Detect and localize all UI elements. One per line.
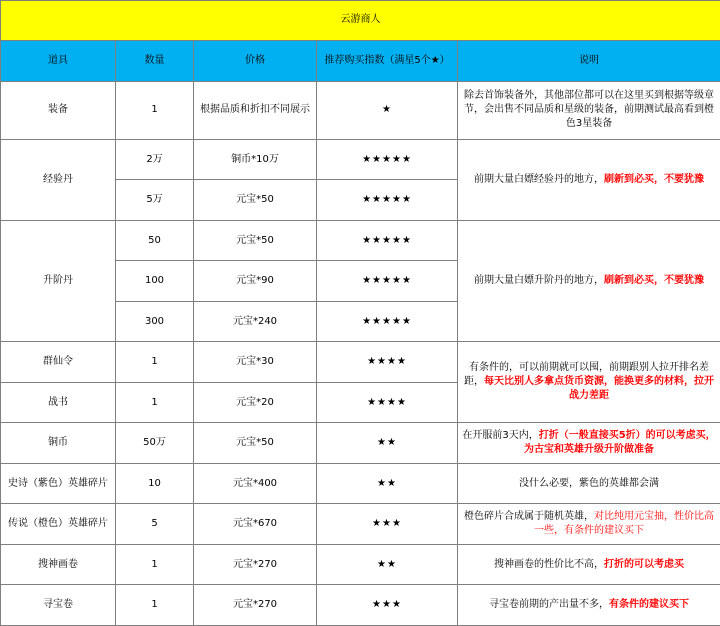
item-rating: ★★★ bbox=[317, 504, 458, 545]
item-price: 元宝*670 bbox=[194, 504, 317, 545]
item-price: 元宝*20 bbox=[194, 382, 317, 423]
description-text: 前期大量白嫖经验丹的地方， bbox=[474, 173, 605, 185]
header-quantity: 数量 bbox=[116, 40, 194, 82]
item-price: 元宝*50 bbox=[194, 180, 317, 221]
item-name: 铜币 bbox=[1, 423, 116, 464]
item-name: 升阶丹 bbox=[1, 220, 116, 342]
header-item: 道具 bbox=[1, 40, 116, 82]
table-row bbox=[1, 220, 720, 261]
description-text: 没什么必要，紫色的英雄都会满 bbox=[519, 477, 660, 489]
item-rating: ★★★ bbox=[317, 585, 458, 626]
description-text: 有条件的，可以前期就可以囤，前期跟别人拉开排名差距， bbox=[464, 362, 710, 388]
description-text: 前期大量白嫖升阶丹的地方， bbox=[474, 275, 605, 287]
item-description bbox=[458, 463, 720, 504]
table-row bbox=[1, 423, 720, 464]
item-rating: ★★★★★ bbox=[317, 261, 458, 302]
item-name: 寻宝卷 bbox=[1, 585, 116, 626]
item-price: 元宝*240 bbox=[194, 301, 317, 342]
header-price: 价格 bbox=[194, 40, 317, 82]
item-rating: ★★★★★ bbox=[317, 301, 458, 342]
header-rating: 推荐购买指数（满星5个★） bbox=[317, 40, 458, 82]
item-quantity: 1 bbox=[116, 585, 194, 626]
item-rating: ★ bbox=[317, 82, 458, 140]
item-rating: ★★★★★ bbox=[317, 139, 458, 180]
description-highlight: 每天比别人多拿点货币资源，能换更多的材料，拉开战力差距 bbox=[484, 376, 715, 402]
table-row bbox=[1, 585, 720, 626]
item-quantity: 50 bbox=[116, 220, 194, 261]
item-description bbox=[458, 504, 720, 545]
item-name: 群仙令 bbox=[1, 342, 116, 383]
item-name: 战书 bbox=[1, 382, 116, 423]
table-row bbox=[1, 139, 720, 180]
table-row bbox=[1, 82, 720, 140]
item-price: 铜币*10万 bbox=[194, 139, 317, 180]
item-price: 元宝*90 bbox=[194, 261, 317, 302]
description-highlight: 打折的可以考虑买 bbox=[604, 558, 685, 570]
item-rating: ★★ bbox=[317, 544, 458, 585]
item-quantity: 300 bbox=[116, 301, 194, 342]
item-price: 元宝*30 bbox=[194, 342, 317, 383]
item-name: 传说（橙色）英雄碎片 bbox=[1, 504, 116, 545]
item-quantity: 1 bbox=[116, 82, 194, 140]
title-row bbox=[1, 1, 720, 41]
item-description bbox=[458, 342, 720, 423]
item-rating: ★★★★★ bbox=[317, 220, 458, 261]
item-description bbox=[458, 423, 720, 464]
item-rating: ★★★★ bbox=[317, 342, 458, 383]
item-price: 元宝*270 bbox=[194, 544, 317, 585]
table-row bbox=[1, 544, 720, 585]
item-price: 元宝*50 bbox=[194, 423, 317, 464]
item-quantity: 50万 bbox=[116, 423, 194, 464]
item-quantity: 5万 bbox=[116, 180, 194, 221]
item-description bbox=[458, 585, 720, 626]
item-quantity: 1 bbox=[116, 544, 194, 585]
description-text: 寻宝卷前期的产出量不多， bbox=[489, 599, 610, 611]
item-rating: ★★ bbox=[317, 423, 458, 464]
item-description bbox=[458, 544, 720, 585]
item-price: 根据品质和折扣不同展示 bbox=[194, 82, 317, 140]
item-name: 史诗（紫色）英雄碎片 bbox=[1, 463, 116, 504]
table-title: 云游商人 bbox=[1, 1, 720, 41]
table-row bbox=[1, 504, 720, 545]
description-text: 除去首饰装备外，其他部位都可以在这里买到根据等级章节，会出售不同品质和星级的装备，前期测试最高看到橙色3星装备 bbox=[464, 90, 715, 130]
item-quantity: 2万 bbox=[116, 139, 194, 180]
description-highlight: 刷新到必买，不要犹豫 bbox=[604, 173, 705, 185]
item-quantity: 100 bbox=[116, 261, 194, 302]
header-row bbox=[1, 40, 720, 82]
item-price: 元宝*400 bbox=[194, 463, 317, 504]
table-row bbox=[1, 463, 720, 504]
item-quantity: 5 bbox=[116, 504, 194, 545]
description-highlight: 打折（一般直接买5折）的可以考虑买，为古宝和英雄升级升阶做准备 bbox=[524, 430, 716, 456]
item-quantity: 1 bbox=[116, 342, 194, 383]
description-text: 橙色碎片合成属于随机英雄， bbox=[464, 511, 595, 523]
description-text: 搜神画卷的性价比不高， bbox=[494, 558, 605, 570]
description-highlight: 刷新到必买，不要犹豫 bbox=[604, 275, 705, 287]
description-highlight: 有条件的建议买下 bbox=[609, 599, 690, 611]
item-rating: ★★ bbox=[317, 463, 458, 504]
item-quantity: 1 bbox=[116, 382, 194, 423]
item-quantity: 10 bbox=[116, 463, 194, 504]
item-description bbox=[458, 220, 720, 342]
description-highlight: 对比纯用元宝抽，性价比高一些，有条件的建议买下 bbox=[534, 511, 715, 537]
item-price: 元宝*270 bbox=[194, 585, 317, 626]
item-name: 装备 bbox=[1, 82, 116, 140]
item-name: 搜神画卷 bbox=[1, 544, 116, 585]
item-name: 经验丹 bbox=[1, 139, 116, 220]
item-description bbox=[458, 82, 720, 140]
description-text: 在开服前3天内， bbox=[462, 430, 539, 442]
item-description bbox=[458, 139, 720, 220]
header-description: 说明 bbox=[458, 40, 720, 82]
item-rating: ★★★★ bbox=[317, 382, 458, 423]
table-row bbox=[1, 342, 720, 383]
item-price: 元宝*50 bbox=[194, 220, 317, 261]
item-rating: ★★★★★ bbox=[317, 180, 458, 221]
